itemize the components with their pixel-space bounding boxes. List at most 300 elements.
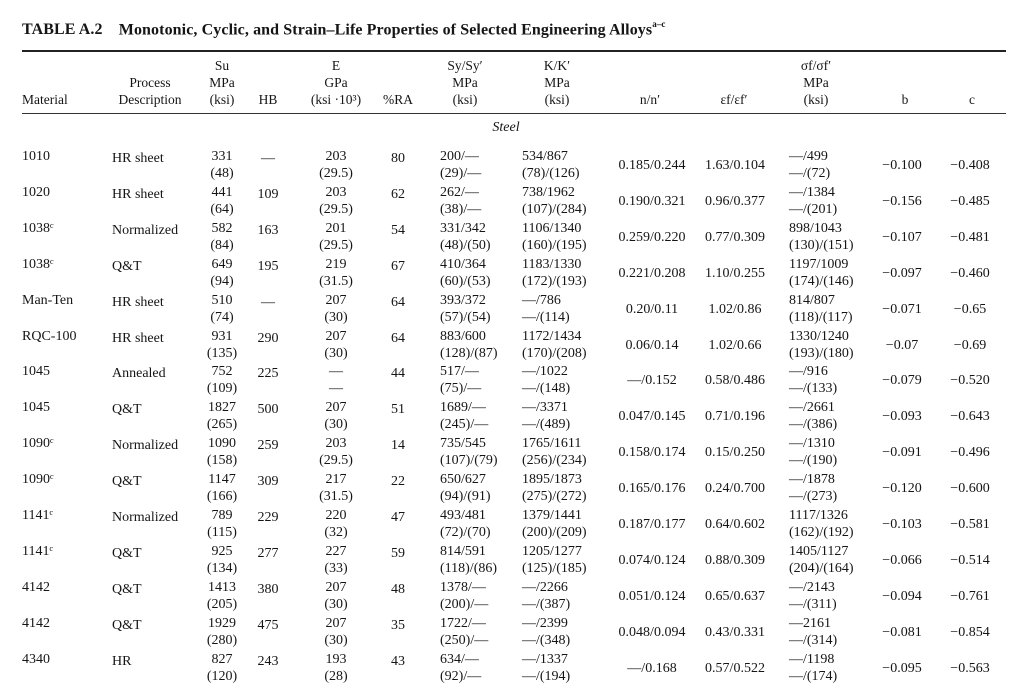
cell-e: 207	[325, 400, 347, 416]
cell-su: 827	[211, 651, 233, 667]
cell-su-ksi: (135)	[206, 345, 238, 361]
cell-hb: 225	[257, 366, 279, 382]
header-process-1: Process	[129, 75, 171, 90]
cell-e: 207	[325, 292, 347, 308]
cell-sf: 898/1043	[789, 220, 842, 236]
cell-k-ksi: —/(489)	[522, 417, 571, 433]
cell-sy: 883/600	[440, 328, 486, 344]
cell-ef: 1.02/0.66	[708, 337, 762, 353]
cell-k: —/1337	[522, 651, 568, 667]
cell-sy-ksi: (94)/(91)	[440, 489, 491, 505]
cell-hb: 109	[257, 186, 279, 202]
cell-ef: 0.96/0.377	[705, 193, 765, 209]
cell-c: −0.65	[953, 301, 987, 317]
cell-su: 789	[211, 508, 233, 523]
cell-su-ksi: (64)	[210, 201, 234, 217]
cell-ef: 0.24/0.700	[705, 481, 765, 497]
cell-e-ksi: (29.5)	[319, 237, 353, 253]
cell-sy-ksi: (72)/(70)	[440, 525, 491, 540]
cell-process: Q&T	[112, 258, 142, 274]
table-row	[0, 292, 1024, 328]
cell-sy: 735/545	[440, 436, 486, 452]
cell-sf-ksi: (193)/(180)	[789, 345, 854, 361]
cell-ra: 59	[391, 545, 405, 561]
cell-material: Man-Ten	[22, 292, 74, 308]
cell-hb: 475	[257, 617, 279, 633]
cell-ef: 0.64/0.602	[705, 517, 765, 532]
table-row	[0, 220, 1024, 256]
cell-ef: 0.71/0.196	[705, 409, 765, 425]
cell-b: −0.071	[882, 301, 922, 317]
cell-hb: 243	[257, 653, 279, 669]
cell-sf: —/2143	[789, 579, 835, 595]
cell-material: 1090ᶜ	[22, 472, 54, 488]
cell-sf-ksi: —/(311)	[789, 596, 837, 612]
cell-b: −0.079	[882, 373, 922, 389]
header-n: n/n′	[639, 92, 661, 107]
cell-n: 0.221/0.208	[618, 265, 686, 281]
header-k-unit2: (ksi)	[544, 92, 570, 107]
cell-material: 1038ᶜ	[22, 256, 54, 272]
cell-sy-ksi: (75)/—	[440, 381, 482, 397]
cell-sy-ksi: (107)/(79)	[440, 453, 498, 469]
section-steel: Steel	[492, 120, 520, 135]
cell-b: −0.107	[882, 229, 922, 245]
cell-su: 1827	[208, 400, 236, 416]
table-row	[0, 184, 1024, 220]
cell-sf: 1405/1127	[789, 543, 849, 559]
cell-sf-ksi: —/(386)	[789, 417, 838, 433]
cell-k: —/2399	[522, 615, 568, 631]
cell-k: 1765/1611	[522, 436, 582, 452]
cell-su: 331	[211, 149, 233, 164]
cell-su-ksi: (109)	[206, 381, 238, 397]
cell-e: 207	[325, 328, 347, 344]
cell-k-ksi: (172)/(193)	[522, 273, 587, 289]
cell-k: 1172/1434	[522, 328, 582, 344]
cell-su: 931	[211, 328, 233, 344]
cell-material: 1020	[22, 184, 50, 200]
cell-e-ksi: (28)	[324, 668, 348, 684]
cell-e: 203	[325, 184, 347, 200]
cell-k-ksi: —/(348)	[522, 632, 571, 648]
cell-su-ksi: (166)	[206, 489, 238, 505]
cell-sf: 1330/1240	[789, 328, 849, 344]
cell-b: −0.120	[882, 481, 922, 497]
cell-su-ksi: (134)	[206, 560, 238, 576]
cell-sf-ksi: (118)/(117)	[789, 309, 853, 325]
cell-su-ksi: (48)	[210, 166, 234, 181]
cell-ef: 1.02/0.86	[708, 301, 762, 317]
cell-n: 0.187/0.177	[618, 517, 686, 532]
cell-k-ksi: (160)/(195)	[522, 237, 587, 253]
cell-c: −0.481	[950, 229, 990, 245]
cell-sy-ksi: (48)/(50)	[440, 237, 491, 253]
cell-k-ksi: —/(194)	[522, 668, 571, 684]
cell-ra: 22	[391, 474, 405, 490]
cell-e-ksi: (31.5)	[319, 273, 353, 289]
cell-k-ksi: —/(387)	[522, 596, 571, 612]
cell-c: −0.408	[950, 158, 990, 173]
table-row	[0, 543, 1024, 579]
cell-k-ksi: (256)/(234)	[522, 453, 587, 469]
table-row	[0, 651, 1024, 687]
cell-ef: 0.58/0.486	[705, 373, 765, 389]
cell-c: −0.600	[950, 481, 990, 497]
cell-su-ksi: (115)	[207, 525, 237, 540]
cell-k: 1106/1340	[522, 220, 582, 236]
cell-k-ksi: (200)/(209)	[522, 525, 587, 540]
cell-k-ksi: —/(148)	[522, 381, 571, 397]
cell-sf-ksi: —/(72)	[789, 166, 831, 181]
cell-sy: 517/—	[440, 364, 479, 380]
cell-sy: 393/372	[440, 292, 486, 308]
cell-b: −0.156	[882, 193, 922, 209]
cell-sy-ksi: (118)/(86)	[440, 560, 498, 576]
cell-e-ksi: (29.5)	[319, 201, 353, 217]
cell-b: −0.097	[882, 265, 922, 281]
cell-ef: 0.65/0.637	[705, 588, 765, 604]
cell-e: 227	[325, 543, 347, 559]
cell-material: 4142	[22, 579, 50, 595]
cell-sy: 493/481	[440, 508, 486, 523]
cell-sf: 1117/1326	[789, 508, 848, 523]
cell-sy-ksi: (92)/—	[440, 668, 482, 684]
cell-k: —/1022	[522, 364, 568, 380]
cell-k-ksi: —/(114)	[522, 309, 570, 325]
cell-su-ksi: (94)	[210, 273, 234, 289]
cell-ra: 51	[391, 402, 405, 418]
cell-hb: 259	[257, 438, 279, 454]
cell-su-ksi: (265)	[206, 417, 238, 433]
cell-process: Q&T	[112, 402, 142, 418]
cell-ra: 47	[391, 510, 405, 525]
cell-k: 1895/1873	[522, 472, 582, 488]
cell-k: 534/867	[522, 149, 568, 164]
cell-process: Q&T	[112, 581, 142, 597]
cell-c: −0.514	[950, 552, 990, 568]
table-row	[0, 615, 1024, 651]
cell-sf-ksi: —/(190)	[789, 453, 838, 469]
cell-process: Q&T	[112, 617, 142, 633]
cell-b: −0.081	[882, 624, 922, 640]
header-sy-unit2: (ksi)	[452, 92, 478, 107]
cell-c: −0.581	[950, 517, 990, 532]
cell-material: 1045	[22, 400, 50, 416]
cell-ef: 1.10/0.255	[705, 265, 765, 281]
cell-sf-ksi: (130)/(151)	[789, 237, 854, 253]
cell-n: 0.20/0.11	[625, 301, 679, 317]
cell-hb: 195	[257, 258, 279, 274]
cell-k: —/2266	[522, 579, 568, 595]
header-b: b	[901, 92, 909, 107]
cell-sf: —2161	[789, 615, 831, 631]
cell-ef: 1.63/0.104	[705, 158, 765, 173]
cell-hb: 309	[257, 474, 279, 490]
cell-c: −0.761	[950, 588, 990, 604]
cell-sy: 650/627	[440, 472, 486, 488]
cell-k: 1205/1277	[522, 543, 582, 559]
cell-material: 1090ᶜ	[22, 436, 54, 452]
table-row	[0, 399, 1024, 435]
cell-k-ksi: (275)/(272)	[522, 489, 587, 505]
cell-process: Normalized	[112, 510, 179, 525]
cell-process: Q&T	[112, 545, 142, 561]
table-row	[0, 328, 1024, 364]
cell-ef: 0.15/0.250	[705, 445, 765, 461]
cell-su: 1147	[208, 472, 236, 488]
cell-sf-ksi: —/(314)	[789, 632, 838, 648]
cell-e-ksi: (31.5)	[319, 489, 353, 505]
cell-e-ksi: —	[329, 381, 343, 397]
cell-sf-ksi: (174)/(146)	[789, 273, 854, 289]
cell-n: 0.259/0.220	[618, 229, 686, 245]
cell-hb: —	[261, 294, 275, 310]
cell-ef: 0.77/0.309	[705, 229, 765, 245]
header-su-symbol: Su	[214, 58, 230, 73]
header-material: Material	[22, 92, 68, 107]
cell-material: 4142	[22, 615, 50, 631]
cell-hb: 380	[257, 581, 279, 597]
cell-n: 0.190/0.321	[618, 193, 686, 209]
header-e-unit: GPa	[324, 75, 348, 90]
header-hb: HB	[258, 92, 278, 107]
cell-ra: 48	[391, 581, 405, 597]
table-row	[0, 148, 1024, 184]
cell-ef: 0.88/0.309	[705, 552, 765, 568]
cell-material: RQC-100	[22, 328, 77, 344]
cell-su: 1929	[208, 615, 236, 631]
cell-b: −0.095	[882, 660, 922, 676]
cell-su-ksi: (120)	[206, 668, 238, 684]
header-sf-symbol: σf/σf′	[800, 58, 832, 73]
table-caption: Monotonic, Cyclic, and Strain–Life Properties of Selected Engineering Alloys	[118, 21, 653, 39]
cell-sf: —/1878	[789, 472, 835, 488]
cell-n: 0.06/0.14	[625, 337, 679, 353]
cell-e: 201	[325, 220, 347, 236]
cell-su-ksi: (158)	[206, 453, 238, 469]
cell-hb: 277	[257, 545, 279, 561]
cell-sy-ksi: (38)/—	[440, 201, 482, 217]
cell-n: 0.074/0.124	[618, 552, 686, 568]
cell-k-ksi: (107)/(284)	[522, 201, 587, 217]
cell-sy: 410/364	[440, 256, 486, 272]
cell-e-ksi: (30)	[324, 596, 348, 612]
header-su-unit2: (ksi)	[209, 92, 235, 107]
cell-material: 4340	[22, 651, 50, 667]
cell-e: 220	[325, 508, 347, 523]
cell-sy-ksi: (60)/(53)	[440, 273, 491, 289]
header-e-symbol: E	[331, 58, 341, 73]
cell-ra: 43	[391, 653, 405, 669]
cell-hb: 500	[257, 402, 279, 418]
cell-sy: 1722/—	[440, 615, 486, 631]
cell-material: 1141ᶜ	[22, 508, 54, 523]
cell-e-ksi: (30)	[324, 632, 348, 648]
cell-process: Normalized	[112, 222, 179, 238]
cell-sy: 262/—	[440, 184, 479, 200]
cell-su-ksi: (205)	[206, 596, 238, 612]
cell-material: 1010	[22, 149, 50, 164]
cell-e-ksi: (29.5)	[319, 453, 353, 469]
header-su-unit: MPa	[209, 75, 235, 90]
cell-n: 0.165/0.176	[618, 481, 686, 497]
cell-e-ksi: (33)	[324, 560, 348, 576]
cell-sf: —/1310	[789, 436, 835, 452]
table-row	[0, 435, 1024, 471]
cell-process: HR	[112, 653, 132, 669]
header-ef: εf/εf′	[720, 92, 748, 107]
cell-su-ksi: (280)	[206, 632, 238, 648]
cell-sf-ksi: —/(174)	[789, 668, 838, 684]
cell-c: −0.854	[950, 624, 990, 640]
cell-k: 1183/1330	[522, 256, 582, 272]
cell-n: 0.158/0.174	[618, 445, 686, 461]
cell-n: 0.185/0.244	[618, 158, 686, 173]
header-sf-unit: MPa	[803, 75, 829, 90]
cell-sy: 200/—	[440, 149, 479, 164]
table-row	[0, 507, 1024, 543]
table-footnote-marker: a–c	[652, 19, 666, 29]
header-ra: %RA	[383, 92, 413, 107]
cell-b: −0.100	[882, 158, 922, 173]
cell-e: 217	[325, 472, 347, 488]
cell-c: −0.496	[950, 445, 990, 461]
header-c: c	[969, 92, 975, 107]
cell-ra: 44	[391, 366, 405, 382]
cell-sf: —/916	[789, 364, 828, 380]
cell-hb: 229	[257, 510, 279, 525]
header-process-2: Description	[118, 92, 182, 107]
cell-ef: 0.57/0.522	[705, 660, 765, 676]
cell-e-ksi: (30)	[324, 345, 348, 361]
cell-su: 582	[211, 220, 233, 236]
cell-process: HR sheet	[112, 151, 164, 166]
cell-su: 510	[211, 292, 233, 308]
cell-c: −0.563	[950, 660, 990, 676]
table-row	[0, 363, 1024, 399]
cell-k: 1379/1441	[522, 508, 582, 523]
table-title	[22, 20, 1022, 39]
cell-process: HR sheet	[112, 330, 164, 346]
cell-c: −0.485	[950, 193, 990, 209]
cell-sy: 634/—	[440, 651, 479, 667]
cell-k: —/786	[522, 292, 561, 308]
cell-sf: 1197/1009	[789, 256, 849, 272]
cell-process: Q&T	[112, 474, 142, 490]
cell-sy-ksi: (250)/—	[440, 632, 489, 648]
cell-k-ksi: (78)/(126)	[522, 166, 580, 181]
cell-e: 203	[325, 149, 347, 164]
cell-e: —	[329, 364, 343, 380]
cell-n: 0.048/0.094	[618, 624, 686, 640]
header-k-unit: MPa	[544, 75, 570, 90]
table-row	[0, 471, 1024, 507]
cell-sy-ksi: (128)/(87)	[440, 345, 498, 361]
cell-ra: 54	[391, 222, 405, 238]
cell-sy: 814/591	[440, 543, 486, 559]
cell-k-ksi: (125)/(185)	[522, 560, 587, 576]
cell-e: 193	[325, 651, 347, 667]
cell-sy-ksi: (200)/—	[440, 596, 489, 612]
header-sf-unit2: (ksi)	[803, 92, 829, 107]
cell-su-ksi: (74)	[210, 309, 234, 325]
cell-e-ksi: (30)	[324, 417, 348, 433]
cell-su: 752	[211, 364, 233, 380]
cell-su: 441	[211, 184, 233, 200]
cell-b: −0.094	[882, 588, 922, 604]
table-number: TABLE A.2	[22, 21, 103, 39]
header-k-symbol: K/K′	[543, 58, 571, 73]
cell-ra: 35	[391, 617, 405, 633]
cell-ra: 80	[391, 151, 405, 166]
cell-sf-ksi: (162)/(192)	[789, 525, 854, 540]
cell-n: 0.047/0.145	[618, 409, 686, 425]
cell-material: 1045	[22, 364, 50, 380]
cell-e-ksi: (30)	[324, 309, 348, 325]
header-sy-unit: MPa	[452, 75, 478, 90]
header-rule	[22, 113, 1006, 114]
cell-k-ksi: (170)/(208)	[522, 345, 587, 361]
cell-sf: 814/807	[789, 292, 835, 308]
cell-sy: 1378/—	[440, 579, 486, 595]
cell-material: 1038ᶜ	[22, 220, 54, 236]
cell-e: 203	[325, 436, 347, 452]
cell-su: 1413	[208, 579, 236, 595]
cell-e: 219	[325, 256, 347, 272]
cell-hb: 163	[257, 222, 279, 238]
cell-b: −0.07	[885, 337, 919, 353]
cell-su: 649	[211, 256, 233, 272]
cell-sf-ksi: —/(133)	[789, 381, 838, 397]
cell-e: 207	[325, 615, 347, 631]
table-row	[0, 579, 1024, 615]
cell-c: −0.520	[950, 373, 990, 389]
cell-sf: —/499	[789, 149, 828, 164]
cell-b: −0.103	[882, 517, 922, 532]
cell-b: −0.066	[882, 552, 922, 568]
cell-sy: 331/342	[440, 220, 486, 236]
cell-sy-ksi: (57)/(54)	[440, 309, 491, 325]
header-sy-symbol: Sy/Sy′	[447, 58, 483, 73]
cell-sy-ksi: (29)/—	[440, 166, 482, 181]
cell-c: −0.460	[950, 265, 990, 281]
cell-e: 207	[325, 579, 347, 595]
cell-hb: 290	[257, 330, 279, 346]
table-row	[0, 256, 1024, 292]
cell-c: −0.69	[953, 337, 987, 353]
top-rule	[22, 50, 1006, 52]
cell-n: 0.051/0.124	[618, 588, 686, 604]
cell-sf-ksi: —/(273)	[789, 489, 838, 505]
cell-c: −0.643	[950, 409, 990, 425]
cell-ra: 64	[391, 330, 405, 346]
header-e-unit2: (ksi ·10³)	[310, 92, 362, 107]
cell-sf: —/2661	[789, 400, 835, 416]
cell-su: 1090	[208, 436, 236, 452]
cell-su: 925	[211, 543, 233, 559]
cell-hb: —	[261, 151, 275, 166]
cell-b: −0.091	[882, 445, 922, 461]
cell-process: HR sheet	[112, 294, 164, 310]
cell-k: 738/1962	[522, 184, 575, 200]
cell-e-ksi: (32)	[324, 525, 348, 540]
cell-n: —/0.168	[627, 660, 677, 676]
cell-sf-ksi: —/(201)	[789, 201, 838, 217]
cell-sf: —/1384	[789, 184, 835, 200]
cell-sy-ksi: (245)/—	[440, 417, 489, 433]
cell-ra: 14	[391, 438, 405, 454]
